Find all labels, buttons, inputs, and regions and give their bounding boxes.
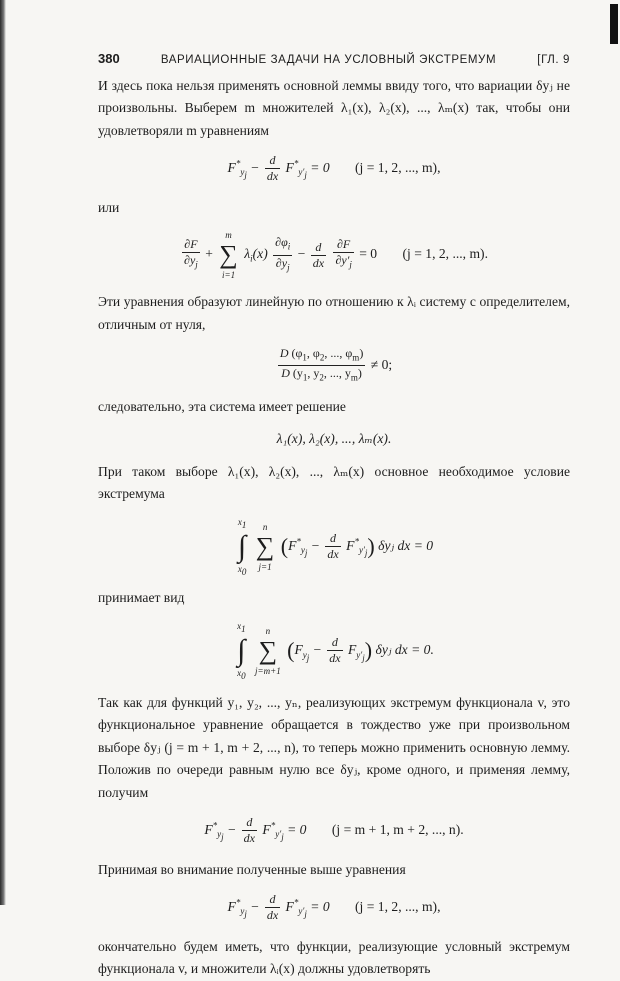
equation-1: $F^*_{y_j}$ − $\frac{d}{dx}$ $F^*_{y'_j} = 0$ (j = 1, 2, ..., m),: [227, 152, 441, 183]
equation-3-rhs: ≠ 0;: [370, 357, 393, 373]
equation-1-range: (j = 1, 2, ..., m),: [355, 159, 441, 175]
equation-7-range: (j = m + 1, m + 2, ..., n).: [331, 821, 464, 837]
paragraph-5: принимает вид: [98, 590, 185, 606]
paragraph-or: или: [98, 199, 120, 215]
equation-5-rhs: δyⱼ dx = 0: [378, 537, 434, 553]
equation-4: λ₁(x), λ₂(x), ..., λₘ(x).: [276, 431, 392, 447]
page-corner-mark: [610, 4, 618, 44]
page-binding-shadow: [0, 0, 6, 905]
equation-2-range: (j = 1, 2, ..., m).: [402, 246, 488, 262]
paragraph-3: следовательно, эта система имеет решение: [98, 398, 346, 414]
page-number: 380: [98, 51, 120, 66]
paragraph-8: окончательно будем иметь, что функции, реализующие условный экстремум функционала v, и множители λᵢ(x) должны удовлетворять: [98, 938, 570, 977]
running-head: [98, 48, 570, 72]
equation-6-rhs: δyⱼ dx = 0.: [375, 641, 434, 657]
equation-2: $\frac{\partial F}{\partial y_j}$ + m ∑ i=1 $\lambda_i(x)$ $\frac{\partial\varphi_i}{\partial y_j}$ − $\frac{d}{dx}$ $\frac{\partial F}{\partial y'_j}$ = 0 (j = 1, 2, ..., m).: [184, 230, 488, 281]
running-title: ВАРИАЦИОННЫЕ ЗАДАЧИ НА УСЛОВНЫЙ ЭКСТРЕМУМ: [160, 54, 497, 66]
paragraph-7: Принимая во внимание полученные выше уравнения: [98, 861, 406, 877]
paragraph-1: И здесь пока нельзя применять основной леммы ввиду того, что вариации δyⱼ не произвольны. Выберем m множителей λ₁(x), λ₂(x), ..., λₘ(x) так, чтобы они удовлетворяли m уравнениям: [98, 77, 570, 138]
equation-8-range: (j = 1, 2, ..., m),: [355, 898, 441, 914]
equation-5: $x_1$ ∫ $x_0$ n ∑ j=1 ($F^*_{y_j}$ − $\frac{d}{dx}$ $F^*_{y'_j}$) δyⱼ dx = 0: [237, 516, 434, 577]
book-page: [98, 48, 570, 981]
paragraph-4: При таком выборе λ₁(x), λ₂(x), ..., λₘ(x) основное необходимое условие экстремума: [98, 463, 570, 502]
equation-6: $x_1$ ∫ $x_0$ n ∑ j=m+1 ($F_{y_j}$ − $\frac{d}{dx}$ $F_{y'_j}$) δyⱼ dx = 0.: [237, 620, 434, 681]
paragraph-2: Эти уравнения образуют линейную по отношению к λᵢ систему с определителем, отличным от нуля,: [98, 294, 570, 332]
paragraph-6: Так как для функций y₁, y₂, ..., yₙ, реализующих экстремум функционала v, это функциональное уравнение обращается в тождество уже при произвольном выборе δyⱼ (j = m + 1, m + 2, ..., n), то теперь можно применить основную лемму. Положив по очереди равным нулю все δyⱼ, кроме одного, и применяя лемму, получим: [98, 694, 570, 800]
equation-7: $F^*_{y_j}$ − $\frac{d}{dx}$ $F^*_{y'_j} = 0$ (j = m + 1, m + 2, ..., n).: [204, 814, 464, 845]
equation-8: $F^*_{y_j}$ − $\frac{d}{dx}$ $F^*_{y'_j} = 0$ (j = 1, 2, ..., m),: [227, 891, 441, 922]
chapter-label: [ГЛ. 9: [537, 54, 570, 66]
equation-3-determinant: $\frac{D (\varphi_1, \varphi_2, ..., \varphi_m)}{D (y_1, y_2, ..., y_m)}$ ≠ 0;: [279, 346, 393, 383]
